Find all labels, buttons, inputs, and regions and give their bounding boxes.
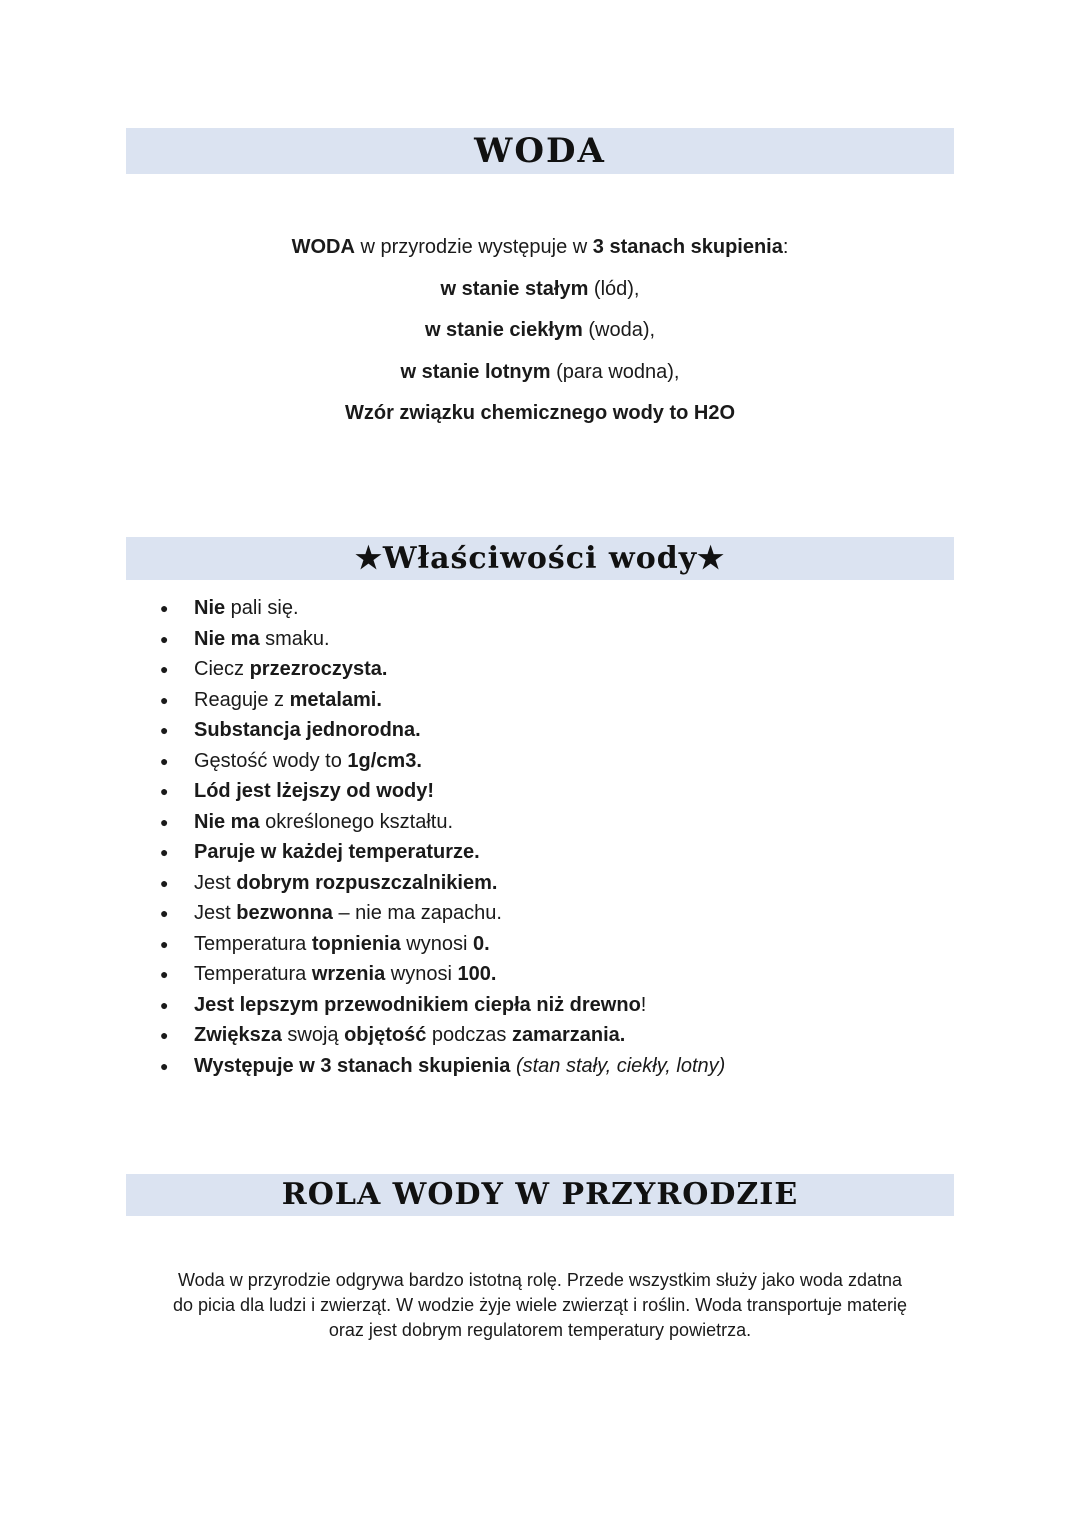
intro-section (0, 227, 1080, 435)
prop-bold: 100. (457, 963, 497, 985)
list-item (160, 685, 725, 716)
bullet-icon: ● (160, 935, 169, 952)
prop-text: Ciecz (194, 658, 250, 680)
list-item (160, 715, 725, 746)
intro-line-3 (0, 310, 1080, 352)
intro-solid-bold: w stanie stałym (440, 277, 589, 300)
prop-text: Temperatura (194, 932, 312, 955)
list-item (160, 837, 725, 868)
prop-text: ! (640, 993, 647, 1016)
list-item (160, 898, 725, 929)
prop-bold: topnienia (311, 932, 401, 955)
bullet-icon: ● (160, 722, 169, 738)
intro-states-bold: 3 stanach skupienia (592, 236, 783, 258)
bullet-icon: ● (160, 661, 169, 677)
bullet-icon: ● (160, 874, 169, 891)
intro-text: w przyrodzie występuje w (354, 236, 593, 258)
list-item (160, 807, 725, 838)
bullet-icon: ● (160, 905, 169, 921)
rola-line-3: oraz jest dobrym regulatorem temperatury powietrza. (328, 1320, 752, 1340)
prop-bold: objętość (344, 1024, 427, 1046)
prop-bold: Występuje w 3 stanach skupienia (194, 1054, 511, 1077)
prop-text: podczas (426, 1024, 512, 1046)
intro-liquid-bold: w stanie ciekłym (424, 319, 583, 341)
list-item (160, 929, 725, 960)
prop-text: pali się. (225, 597, 299, 619)
bullet-icon: ● (160, 630, 169, 647)
bullet-icon: ● (160, 813, 169, 830)
prop-bold: 0. (472, 932, 490, 955)
bullet-icon: ● (160, 783, 169, 799)
prop-text: smaku. (259, 627, 330, 650)
intro-line-1 (0, 227, 1080, 269)
intro-line-2 (0, 269, 1080, 311)
prop-text: – nie ma zapachu. (332, 902, 502, 924)
list-item (160, 654, 725, 685)
heading-wlasciwosci: ★Właściwości wody★ (126, 537, 954, 580)
rola-line-1: Woda w przyrodzie odgrywa bardzo istotną rolę. Przede wszystkim służy jako woda zdatna (178, 1270, 902, 1290)
list-item (160, 959, 725, 990)
prop-text: Jest (194, 902, 237, 924)
prop-text: Temperatura (194, 963, 312, 985)
properties-list (160, 593, 725, 1081)
prop-text: wynosi (400, 932, 473, 955)
intro-line-4 (0, 352, 1080, 394)
prop-text: swoją (281, 1024, 345, 1046)
prop-text: wynosi (385, 963, 458, 985)
prop-text: Reaguje z (194, 688, 290, 711)
prop-bold: dobrym rozpuszczalnikiem. (236, 871, 498, 894)
intro-gas-text: (para wodna), (550, 360, 680, 383)
list-item (160, 593, 725, 624)
prop-bold: bezwonna (236, 902, 333, 924)
intro-woda-bold: WODA (291, 236, 355, 258)
list-item (160, 1051, 725, 1082)
intro-formula-bold: Wzór związku chemicznego wody to H2O (344, 402, 736, 424)
list-item (160, 990, 725, 1021)
intro-solid-text: (lód), (588, 277, 640, 300)
bullet-icon: ● (160, 966, 169, 982)
prop-bold: Lód jest lżejszy od wody! (194, 780, 435, 802)
prop-text: określonego kształtu. (259, 810, 454, 833)
list-item (160, 868, 725, 899)
prop-bold: Nie (194, 597, 226, 619)
prop-text: Jest (194, 871, 237, 894)
prop-bold: Substancja jednorodna. (194, 719, 421, 741)
prop-text: Gęstość wody to (194, 749, 348, 772)
intro-colon: : (782, 236, 789, 258)
bullet-icon: ● (160, 1057, 169, 1074)
rola-paragraph (128, 1268, 952, 1343)
bullet-icon: ● (160, 1027, 169, 1043)
intro-gas-bold: w stanie lotnym (400, 360, 551, 383)
bullet-icon: ● (160, 752, 169, 769)
bullet-icon: ● (160, 600, 169, 616)
list-item (160, 624, 725, 655)
prop-bold: Jest lepszym przewodnikiem ciepła niż drewno (194, 993, 641, 1016)
bullet-icon: ● (160, 691, 169, 708)
bullet-icon: ● (160, 996, 169, 1013)
list-item (160, 1020, 725, 1051)
prop-bold: przezroczysta. (249, 658, 388, 680)
bullet-icon: ● (160, 844, 169, 860)
prop-bold: metalami. (289, 688, 382, 711)
prop-bold: Nie ma (194, 810, 260, 833)
prop-bold: wrzenia (311, 963, 386, 985)
intro-line-5 (0, 393, 1080, 435)
prop-bold: Nie ma (194, 627, 260, 650)
prop-italic: (stan stały, ciekły, lotny) (515, 1054, 726, 1077)
list-item (160, 746, 725, 777)
heading-woda: WODA (126, 128, 954, 174)
rola-line-2: do picia dla ludzi i zwierząt. W wodzie żyje wiele zwierząt i roślin. Woda transportuje materię (173, 1295, 907, 1315)
list-item (160, 776, 725, 807)
intro-liquid-text: (woda), (582, 319, 656, 341)
prop-bold: zamarzania. (511, 1024, 626, 1046)
prop-bold: 1g/cm3. (347, 749, 422, 772)
prop-bold: Zwiększa (194, 1024, 282, 1046)
heading-rola: ROLA WODY W PRZYRODZIE (126, 1174, 954, 1216)
prop-bold: Paruje w każdej temperaturze. (194, 841, 480, 863)
